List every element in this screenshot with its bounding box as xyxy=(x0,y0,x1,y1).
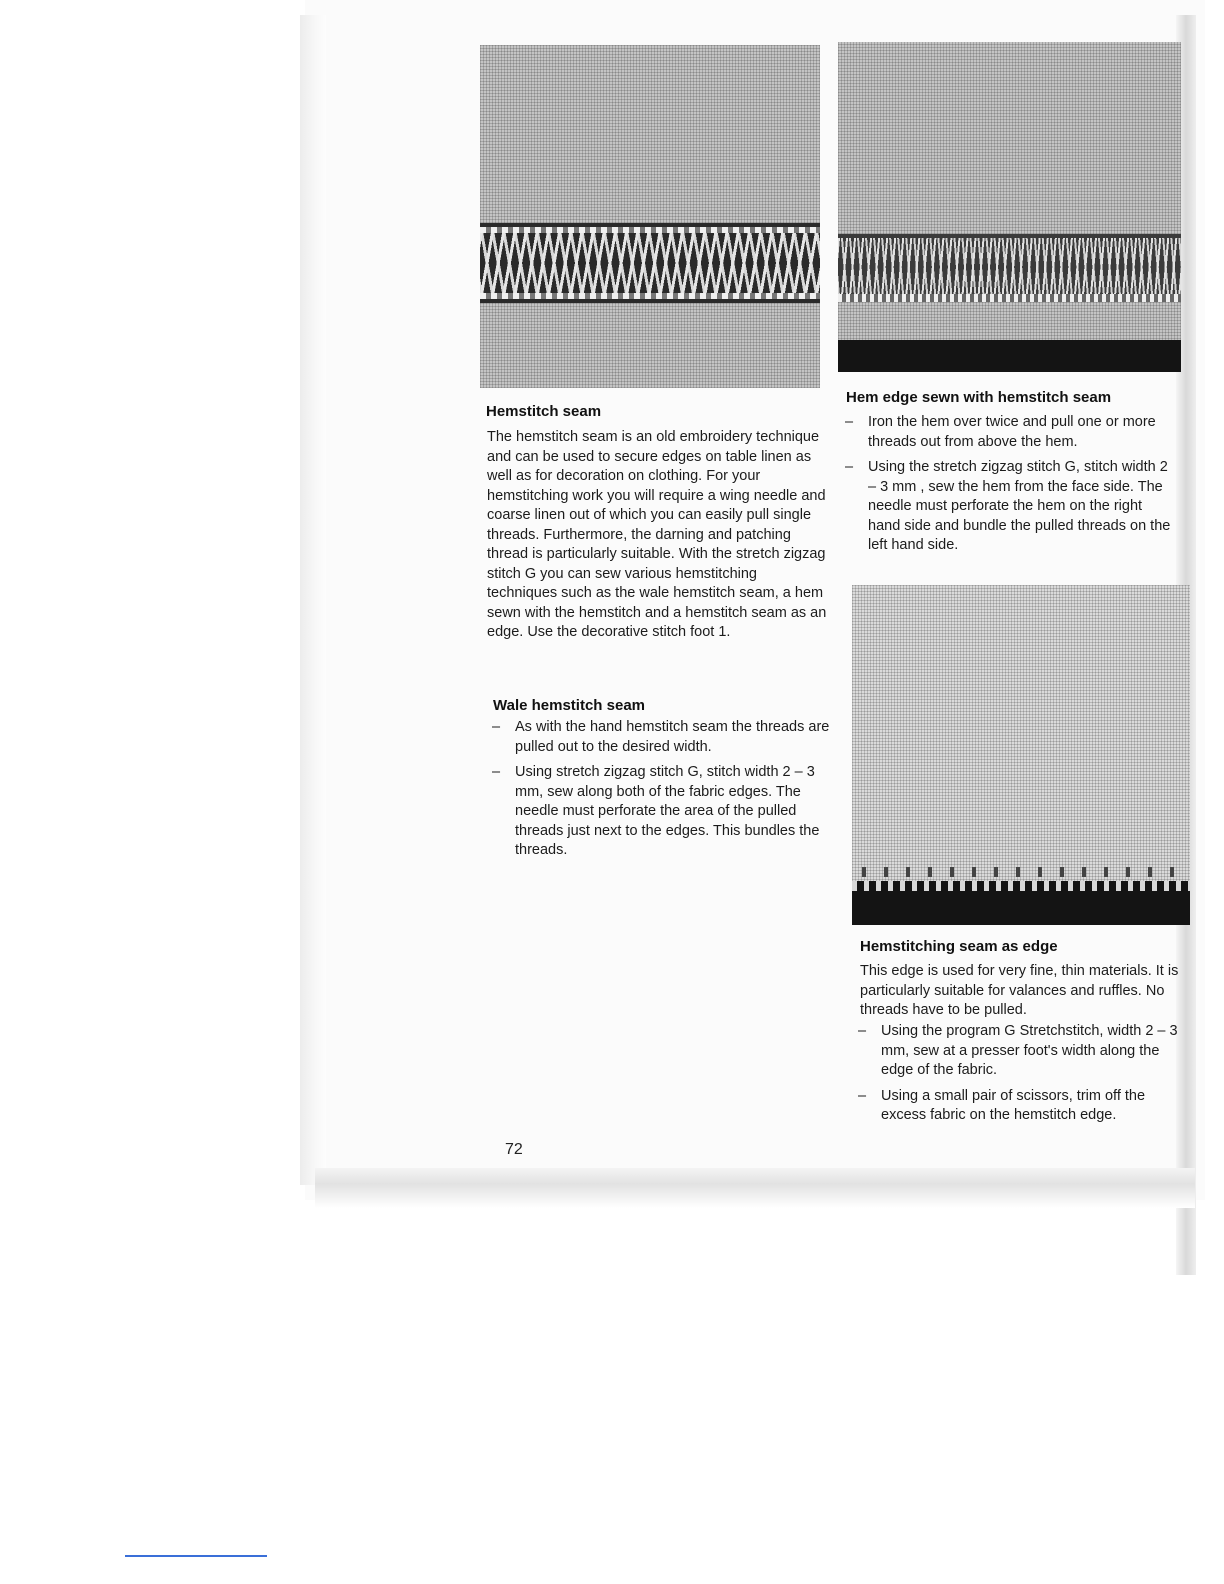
list-marker: – xyxy=(492,764,501,780)
heading-wale-hemstitch-seam: Wale hemstitch seam xyxy=(493,697,645,714)
step-text: Using the program G Stretchstitch, width 2 – 3 mm, sew at a presser foot's width along the edge of the fabric. xyxy=(881,1023,1178,1078)
step-text: Using stretch zigzag stitch G, stitch width 2 – 3 mm, sew along both of the fabric edges. The needle must perforate the area of the pulled threads just next to the edges. This bundles the threads. xyxy=(515,764,820,858)
step-text: As with the hand hemstitch seam the threads are pulled out to the desired width. xyxy=(515,719,830,755)
list-item xyxy=(843,458,1178,556)
page-bottom-shadow xyxy=(315,1168,1195,1208)
list-item xyxy=(843,413,1178,452)
list-marker: – xyxy=(858,1087,867,1104)
wale-hemstitch-steps xyxy=(490,718,835,867)
page-number: 72 xyxy=(505,1141,523,1158)
hem-edge-steps xyxy=(843,413,1178,562)
binding-shadow-left xyxy=(300,15,326,1185)
step-text: Using a small pair of scissors, trim off the excess fabric on the hemstitch edge. xyxy=(881,1087,1146,1123)
list-marker: – xyxy=(845,459,854,475)
photo-wale-hemstitch-seam xyxy=(480,45,820,388)
heading-hem-edge: Hem edge sewn with hemstitch seam xyxy=(846,389,1112,406)
list-marker: – xyxy=(492,719,501,735)
list-item xyxy=(490,718,835,757)
hemstitch-seam-description: The hemstitch seam is an old embroidery technique and can be used to secure edges on table linen as well as for decoration on clothing. For your hemstitching work you will require a wing needle and coarse linen out of which you can easily pull single threads. Furthermore, the darning and patching thread is particularly suitable. With the stretch zigzag stitch G you can sew various hemstitching techniques such as the wale hemstitch seam, a hem sewn with the hemstitch and a hemstitch seam as an edge. Use the decorative stitch foot 1. xyxy=(487,429,827,640)
scan-artifact-line xyxy=(125,1555,267,1557)
list-item xyxy=(856,1022,1186,1081)
hemstitching-edge-steps xyxy=(856,1022,1186,1132)
hemstitching-edge-description: This edge is used for very fine, thin materials. It is particularly suitable for valances and ruffles. No threads have to be pulled. xyxy=(860,963,1179,1018)
heading-hemstitching-edge: Hemstitching seam as edge xyxy=(860,938,1058,955)
photo-hemstitching-edge xyxy=(852,585,1190,925)
list-marker: – xyxy=(858,1023,867,1039)
list-marker: – xyxy=(845,414,854,430)
photo-hem-edge xyxy=(838,42,1181,372)
step-text: Iron the hem over twice and pull one or more threads out from above the hem. xyxy=(868,414,1156,450)
list-item xyxy=(856,1087,1186,1126)
step-text: Using the stretch zigzag stitch G, stitch width 2 – 3 mm , sew the hem from the face side. The needle must perforate the hem on the right hand side and bundle the pulled threads on the left hand side. xyxy=(868,459,1171,553)
list-item xyxy=(490,763,835,861)
heading-hemstitch-seam: Hemstitch seam xyxy=(486,403,602,420)
